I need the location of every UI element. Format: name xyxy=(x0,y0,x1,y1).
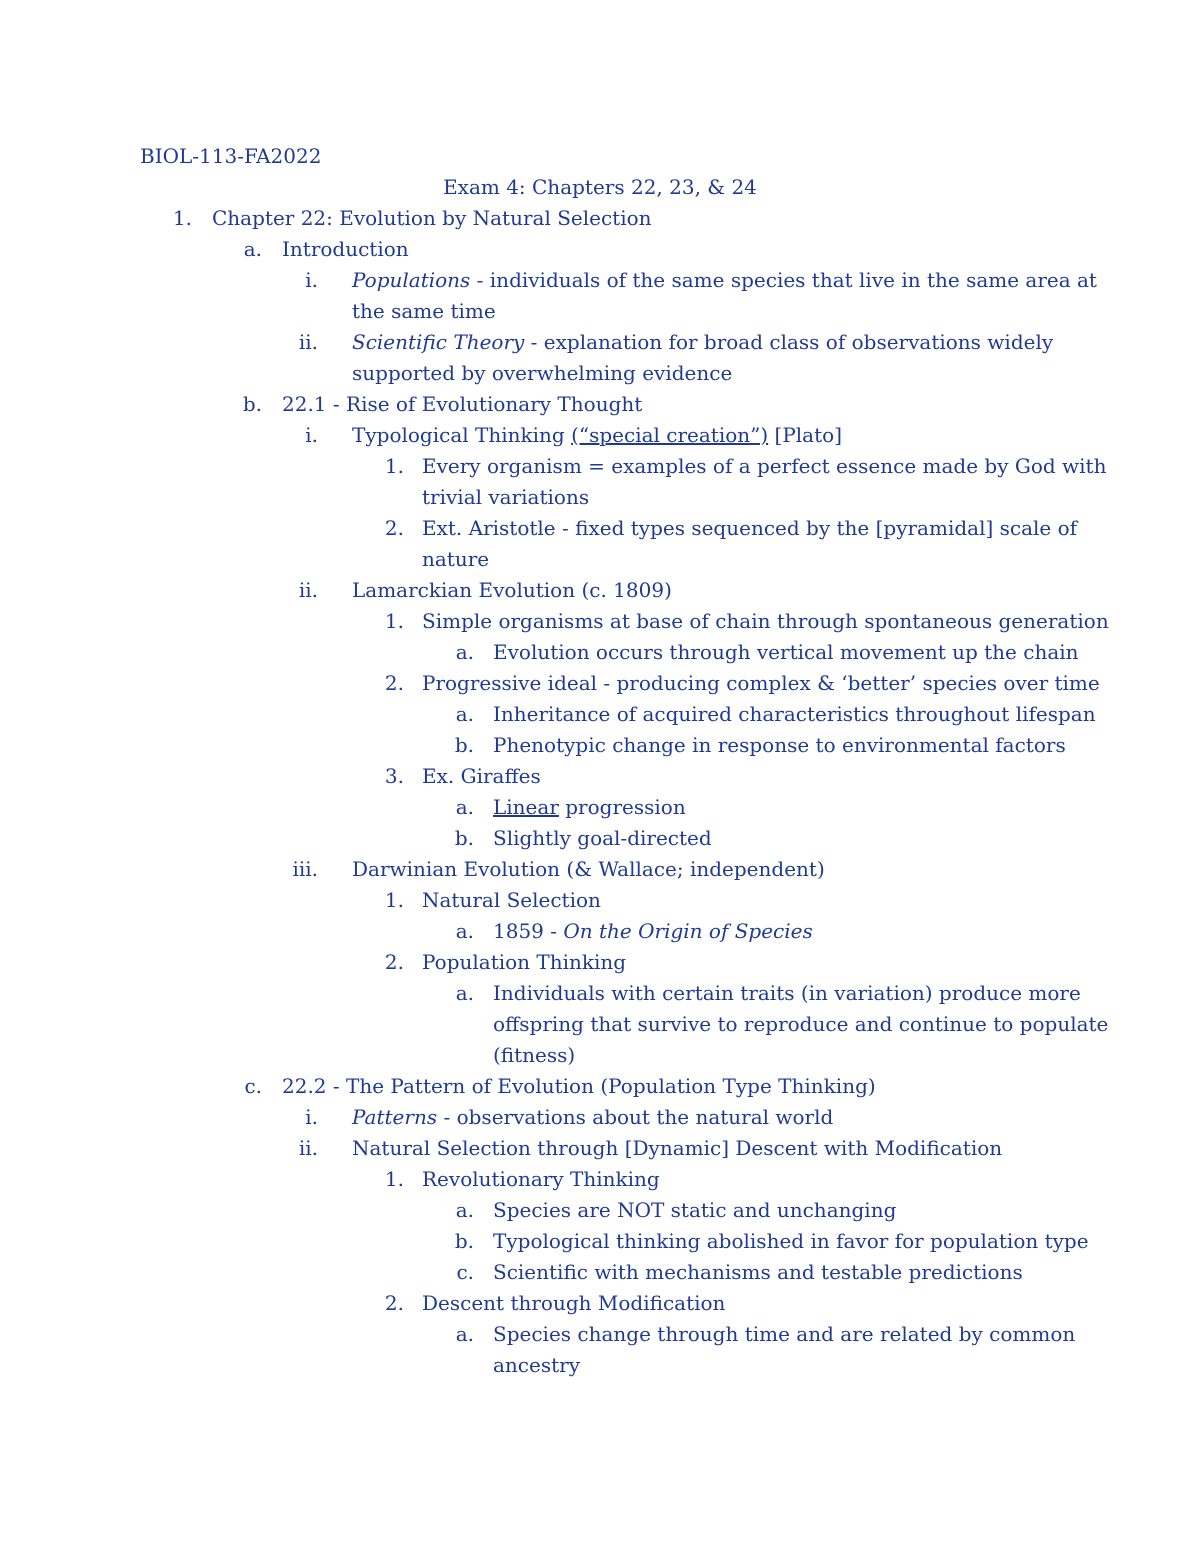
page-title: Exam 4: Chapters 22, 23, & 24 xyxy=(443,175,757,199)
list-marker: 1. xyxy=(384,454,404,478)
list-item-text: (fitness) xyxy=(493,1043,576,1067)
list-item xyxy=(493,637,1079,668)
list-marker: 1. xyxy=(384,1167,404,1191)
list-item xyxy=(422,1288,725,1319)
list-item-text: - observations about the natural world xyxy=(437,1105,834,1129)
list-item-text: Population Thinking xyxy=(422,950,627,974)
list-item-text: On the Origin of Species xyxy=(563,919,813,943)
list-marker: ii. xyxy=(298,1136,318,1160)
list-item-text: 1859 - xyxy=(493,919,564,943)
course-code: BIOL-113-FA2022 xyxy=(140,144,322,168)
list-item-text: Simple organisms at base of chain through spontaneous generation xyxy=(422,609,1109,633)
list-item xyxy=(352,358,732,389)
list-item xyxy=(422,947,626,978)
list-item xyxy=(493,1195,896,1226)
list-item xyxy=(352,420,842,451)
list-item-text: Scientific with mechanisms and testable predictions xyxy=(493,1260,1023,1284)
list-marker: a. xyxy=(243,237,262,261)
list-marker: 1. xyxy=(384,888,404,912)
list-item-text: Slightly goal-directed xyxy=(493,826,712,850)
list-item xyxy=(422,761,541,792)
list-item xyxy=(493,1319,1075,1350)
list-item xyxy=(282,234,409,265)
list-marker: c. xyxy=(244,1074,262,1098)
list-item xyxy=(422,885,601,916)
list-item-text: Progressive ideal - producing complex & ‘better’ species over time xyxy=(422,671,1100,695)
list-marker: ii. xyxy=(298,330,318,354)
list-item xyxy=(352,265,1097,296)
list-item-text: Linear xyxy=(493,795,559,819)
list-marker: 2. xyxy=(384,1291,404,1315)
list-item-text: Patterns xyxy=(352,1105,438,1129)
list-item-text: (“special creation”) xyxy=(571,423,769,447)
list-item-text: Species change through time and are related by common xyxy=(493,1322,1076,1346)
list-item-text: Ext. Aristotle - fixed types sequenced by the [pyramidal] scale of xyxy=(422,516,1078,540)
list-item-text: ancestry xyxy=(493,1353,581,1377)
list-item-text: Populations xyxy=(352,268,471,292)
list-marker: a. xyxy=(455,919,474,943)
list-marker: b. xyxy=(454,733,474,757)
list-item-text: Scientific Theory xyxy=(352,330,525,354)
list-item xyxy=(493,978,1081,1009)
list-item-text: Typological thinking abolished in favor for population type xyxy=(493,1229,1089,1253)
list-item-text: Natural Selection through [Dynamic] Descent with Modification xyxy=(352,1136,1003,1160)
list-item xyxy=(422,1164,660,1195)
list-marker: ii. xyxy=(298,578,318,602)
list-item-text: Lamarckian Evolution (c. 1809) xyxy=(352,578,672,602)
list-item-text: Every organism = examples of a perfect essence made by God with xyxy=(422,454,1107,478)
list-item xyxy=(422,451,1106,482)
list-item xyxy=(422,668,1100,699)
list-item xyxy=(422,606,1109,637)
list-item-text: [Plato] xyxy=(768,423,842,447)
list-item xyxy=(422,482,589,513)
list-marker: b. xyxy=(454,826,474,850)
list-marker: 1. xyxy=(172,206,192,230)
list-marker: 3. xyxy=(384,764,404,788)
list-item xyxy=(493,730,1066,761)
list-item xyxy=(212,203,652,234)
list-item-text: trivial variations xyxy=(422,485,590,509)
list-item-text: supported by overwhelming evidence xyxy=(352,361,733,385)
list-item-text: Descent through Modification xyxy=(422,1291,726,1315)
list-item xyxy=(493,823,712,854)
list-item-text: 22.2 - The Pattern of Evolution (Population Type Thinking) xyxy=(282,1074,876,1098)
list-item-text: 22.1 - Rise of Evolutionary Thought xyxy=(282,392,643,416)
list-marker: a. xyxy=(455,702,474,726)
list-item-text: Revolutionary Thinking xyxy=(422,1167,660,1191)
list-marker: 2. xyxy=(384,950,404,974)
list-item-text: Darwinian Evolution (& Wallace; independent) xyxy=(352,857,825,881)
list-item xyxy=(493,1226,1089,1257)
list-item-text: - explanation for broad class of observations widely xyxy=(524,330,1054,354)
list-item-text: Typological Thinking xyxy=(352,423,572,447)
list-item-text: Ex. Giraffes xyxy=(422,764,541,788)
list-item xyxy=(422,513,1077,544)
list-item xyxy=(493,1009,1108,1040)
list-marker: i. xyxy=(305,1105,318,1129)
list-item-text: Evolution occurs through vertical movement up the chain xyxy=(493,640,1079,664)
list-item xyxy=(352,854,825,885)
list-marker: iii. xyxy=(292,857,318,881)
list-item-text: - individuals of the same species that live in the same area at xyxy=(470,268,1097,292)
list-item-text: progression xyxy=(558,795,686,819)
list-marker: i. xyxy=(305,268,318,292)
list-item xyxy=(493,792,686,823)
list-item xyxy=(493,1040,575,1071)
list-marker: a. xyxy=(455,1198,474,1222)
list-item xyxy=(422,544,489,575)
list-item-text: Phenotypic change in response to environmental factors xyxy=(493,733,1066,757)
list-item xyxy=(352,296,496,327)
list-marker: a. xyxy=(455,795,474,819)
list-item xyxy=(352,1133,1002,1164)
list-marker: b. xyxy=(242,392,262,416)
list-marker: i. xyxy=(305,423,318,447)
list-marker: 2. xyxy=(384,516,404,540)
list-item-text: Individuals with certain traits (in variation) produce more xyxy=(493,981,1081,1005)
list-marker: a. xyxy=(455,640,474,664)
list-item xyxy=(352,327,1053,358)
list-item xyxy=(352,575,672,606)
list-item-text: Species are NOT static and unchanging xyxy=(493,1198,897,1222)
list-marker: 2. xyxy=(384,671,404,695)
list-item xyxy=(352,1102,833,1133)
list-marker: b. xyxy=(454,1229,474,1253)
list-marker: a. xyxy=(455,1322,474,1346)
list-item-text: Chapter 22: Evolution by Natural Selection xyxy=(212,206,652,230)
list-item xyxy=(493,916,813,947)
list-item-text: the same time xyxy=(352,299,496,323)
list-marker: c. xyxy=(456,1260,474,1284)
list-item xyxy=(282,1071,876,1102)
list-item xyxy=(282,389,642,420)
list-marker: 1. xyxy=(384,609,404,633)
list-item xyxy=(493,1350,580,1381)
list-marker: a. xyxy=(455,981,474,1005)
list-item-text: Natural Selection xyxy=(422,888,601,912)
list-item-text: nature xyxy=(422,547,490,571)
list-item-text: Introduction xyxy=(282,237,409,261)
list-item-text: offspring that survive to reproduce and continue to populate xyxy=(493,1012,1109,1036)
list-item xyxy=(493,1257,1023,1288)
list-item xyxy=(493,699,1096,730)
list-item-text: Inheritance of acquired characteristics throughout lifespan xyxy=(493,702,1096,726)
